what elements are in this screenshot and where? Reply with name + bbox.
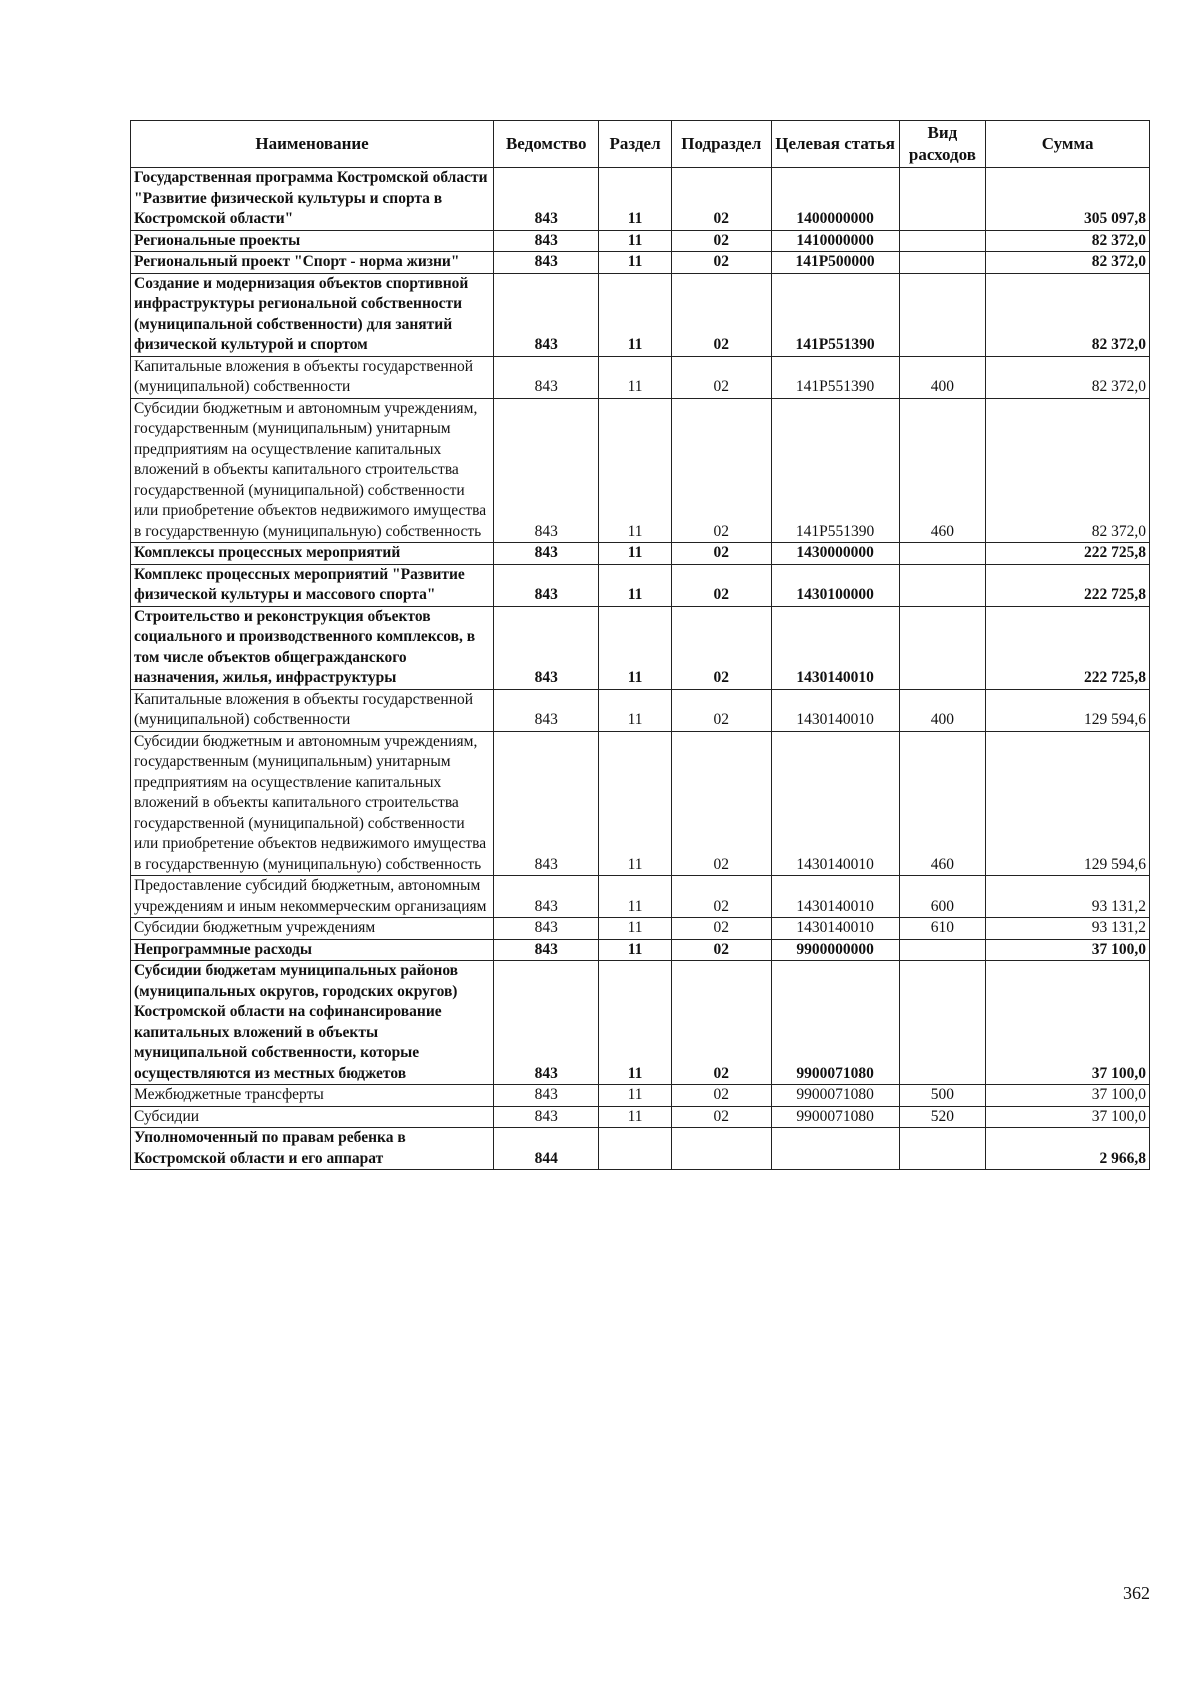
cell-summa: 37 100,0 <box>986 961 1150 1085</box>
cell-celevaya: 1400000000 <box>771 168 899 231</box>
cell-vid <box>899 564 986 606</box>
cell-vedomstvo: 843 <box>494 689 599 731</box>
cell-summa: 222 725,8 <box>986 543 1150 565</box>
cell-summa: 82 372,0 <box>986 356 1150 398</box>
cell-vedomstvo: 843 <box>494 543 599 565</box>
table-row <box>131 398 1150 543</box>
cell-celevaya: 1430140010 <box>771 731 899 876</box>
table-row <box>131 356 1150 398</box>
cell-vid <box>899 168 986 231</box>
cell-name: Субсидии бюджетным и автономным учреждениям, государственным (муниципальным) унитарным предприятиям на осуществление капитальных вложений в объекты капитального строительства государственной (муниципальной) собственности или приобретение объектов недвижимого имущества в государственную (муниципальную) собственность <box>131 398 494 543</box>
cell-razdel: 11 <box>599 876 672 918</box>
cell-vedomstvo: 843 <box>494 273 599 356</box>
cell-celevaya: 9900000000 <box>771 939 899 961</box>
cell-name: Комплексы процессных мероприятий <box>131 543 494 565</box>
table-row <box>131 731 1150 876</box>
cell-name: Субсидии <box>131 1106 494 1128</box>
cell-name: Межбюджетные трансферты <box>131 1085 494 1107</box>
cell-vedomstvo: 843 <box>494 398 599 543</box>
cell-summa: 93 131,2 <box>986 918 1150 940</box>
cell-celevaya: 1430140010 <box>771 606 899 689</box>
cell-name: Субсидии бюджетам муниципальных районов (муниципальных округов, городских округов) Костромской области на софинансирование капитальных вложений в объекты муниципальной собственности, которые осуществляются из местных бюджетов <box>131 961 494 1085</box>
cell-podrazdel: 02 <box>671 168 771 231</box>
cell-vid: 460 <box>899 731 986 876</box>
cell-celevaya: 1410000000 <box>771 230 899 252</box>
header-razdel: Раздел <box>599 121 672 168</box>
cell-celevaya: 9900071080 <box>771 1106 899 1128</box>
cell-celevaya: 141P551390 <box>771 398 899 543</box>
table-row <box>131 252 1150 274</box>
table-row <box>131 1106 1150 1128</box>
cell-razdel: 11 <box>599 1106 672 1128</box>
cell-celevaya: 9900071080 <box>771 961 899 1085</box>
cell-summa: 222 725,8 <box>986 564 1150 606</box>
cell-name: Субсидии бюджетным и автономным учреждениям, государственным (муниципальным) унитарным предприятиям на осуществление капитальных вложений в объекты капитального строительства государственной (муниципальной) собственности или приобретение объектов недвижимого имущества в государственную (муниципальную) собственность <box>131 731 494 876</box>
cell-razdel: 11 <box>599 939 672 961</box>
cell-razdel <box>599 1128 672 1170</box>
cell-name: Предоставление субсидий бюджетным, автономным учреждениям и иным некоммерческим организациям <box>131 876 494 918</box>
cell-vid <box>899 606 986 689</box>
cell-celevaya: 1430100000 <box>771 564 899 606</box>
cell-vid: 460 <box>899 398 986 543</box>
cell-vid: 400 <box>899 356 986 398</box>
cell-podrazdel: 02 <box>671 606 771 689</box>
cell-vedomstvo: 843 <box>494 918 599 940</box>
cell-vedomstvo: 843 <box>494 606 599 689</box>
cell-summa: 2 966,8 <box>986 1128 1150 1170</box>
cell-razdel: 11 <box>599 689 672 731</box>
cell-vedomstvo: 843 <box>494 564 599 606</box>
cell-podrazdel: 02 <box>671 918 771 940</box>
cell-summa: 82 372,0 <box>986 273 1150 356</box>
cell-vedomstvo: 843 <box>494 168 599 231</box>
budget-table <box>130 120 1150 1170</box>
cell-podrazdel: 02 <box>671 230 771 252</box>
cell-podrazdel: 02 <box>671 689 771 731</box>
cell-razdel: 11 <box>599 356 672 398</box>
cell-name: Уполномоченный по правам ребенка в Костромской области и его аппарат <box>131 1128 494 1170</box>
cell-razdel: 11 <box>599 564 672 606</box>
cell-summa: 222 725,8 <box>986 606 1150 689</box>
cell-celevaya: 141P551390 <box>771 273 899 356</box>
table-row <box>131 918 1150 940</box>
cell-podrazdel: 02 <box>671 273 771 356</box>
header-name: Наименование <box>131 121 494 168</box>
cell-podrazdel: 02 <box>671 731 771 876</box>
cell-vedomstvo: 843 <box>494 252 599 274</box>
cell-podrazdel: 02 <box>671 1106 771 1128</box>
cell-summa: 82 372,0 <box>986 230 1150 252</box>
cell-podrazdel: 02 <box>671 876 771 918</box>
cell-razdel: 11 <box>599 543 672 565</box>
cell-razdel: 11 <box>599 606 672 689</box>
cell-vedomstvo: 843 <box>494 961 599 1085</box>
cell-name: Капитальные вложения в объекты государственной (муниципальной) собственности <box>131 689 494 731</box>
cell-podrazdel: 02 <box>671 543 771 565</box>
cell-celevaya: 1430140010 <box>771 918 899 940</box>
cell-vid: 610 <box>899 918 986 940</box>
cell-name: Субсидии бюджетным учреждениям <box>131 918 494 940</box>
cell-razdel: 11 <box>599 918 672 940</box>
header-podrazdel: Подраздел <box>671 121 771 168</box>
cell-vid: 500 <box>899 1085 986 1107</box>
cell-vid <box>899 230 986 252</box>
cell-celevaya: 1430000000 <box>771 543 899 565</box>
cell-vid <box>899 543 986 565</box>
page-number: 362 <box>1123 1583 1150 1603</box>
cell-vid: 400 <box>899 689 986 731</box>
cell-vid <box>899 273 986 356</box>
cell-vedomstvo: 843 <box>494 1106 599 1128</box>
cell-podrazdel: 02 <box>671 939 771 961</box>
cell-name: Комплекс процессных мероприятий "Развитие физической культуры и массового спорта" <box>131 564 494 606</box>
cell-celevaya: 1430140010 <box>771 689 899 731</box>
cell-summa: 37 100,0 <box>986 1106 1150 1128</box>
table-row <box>131 230 1150 252</box>
cell-razdel: 11 <box>599 230 672 252</box>
cell-vid <box>899 939 986 961</box>
table-row <box>131 273 1150 356</box>
table-row <box>131 543 1150 565</box>
cell-razdel: 11 <box>599 273 672 356</box>
cell-podrazdel: 02 <box>671 356 771 398</box>
cell-vedomstvo: 843 <box>494 1085 599 1107</box>
header-vid: Вид расходов <box>899 121 986 168</box>
header-row <box>131 121 1150 168</box>
cell-razdel: 11 <box>599 731 672 876</box>
cell-razdel: 11 <box>599 961 672 1085</box>
cell-podrazdel: 02 <box>671 961 771 1085</box>
cell-celevaya: 1430140010 <box>771 876 899 918</box>
cell-summa: 37 100,0 <box>986 1085 1150 1107</box>
cell-vedomstvo: 843 <box>494 356 599 398</box>
cell-vedomstvo: 843 <box>494 939 599 961</box>
cell-celevaya <box>771 1128 899 1170</box>
cell-podrazdel <box>671 1128 771 1170</box>
cell-name: Государственная программа Костромской области "Развитие физической культуры и спорта в Костромской области" <box>131 168 494 231</box>
cell-podrazdel: 02 <box>671 564 771 606</box>
cell-summa: 82 372,0 <box>986 252 1150 274</box>
table-body <box>131 168 1150 1170</box>
cell-summa: 129 594,6 <box>986 689 1150 731</box>
cell-summa: 93 131,2 <box>986 876 1150 918</box>
cell-podrazdel: 02 <box>671 252 771 274</box>
cell-razdel: 11 <box>599 398 672 543</box>
cell-vedomstvo: 843 <box>494 731 599 876</box>
cell-name: Непрограммные расходы <box>131 939 494 961</box>
table-row <box>131 939 1150 961</box>
cell-razdel: 11 <box>599 168 672 231</box>
cell-razdel: 11 <box>599 1085 672 1107</box>
cell-celevaya: 141P551390 <box>771 356 899 398</box>
cell-vid <box>899 1128 986 1170</box>
table-row <box>131 1128 1150 1170</box>
cell-vedomstvo: 844 <box>494 1128 599 1170</box>
cell-celevaya: 9900071080 <box>771 1085 899 1107</box>
cell-summa: 37 100,0 <box>986 939 1150 961</box>
cell-summa: 82 372,0 <box>986 398 1150 543</box>
cell-name: Капитальные вложения в объекты государственной (муниципальной) собственности <box>131 356 494 398</box>
header-celevaya: Целевая статья <box>771 121 899 168</box>
cell-vid <box>899 252 986 274</box>
cell-vid: 600 <box>899 876 986 918</box>
cell-name: Региональный проект "Спорт - норма жизни" <box>131 252 494 274</box>
cell-summa: 305 097,8 <box>986 168 1150 231</box>
table-row <box>131 876 1150 918</box>
cell-vid <box>899 961 986 1085</box>
cell-celevaya: 141P500000 <box>771 252 899 274</box>
cell-summa: 129 594,6 <box>986 731 1150 876</box>
table-row <box>131 689 1150 731</box>
cell-name: Строительство и реконструкция объектов социального и производственного комплексов, в том числе объектов общегражданского назначения, жилья, инфраструктуры <box>131 606 494 689</box>
table-row <box>131 168 1150 231</box>
table-row <box>131 606 1150 689</box>
cell-podrazdel: 02 <box>671 1085 771 1107</box>
cell-vedomstvo: 843 <box>494 876 599 918</box>
header-summa: Сумма <box>986 121 1150 168</box>
table-row <box>131 961 1150 1085</box>
cell-vedomstvo: 843 <box>494 230 599 252</box>
cell-vid: 520 <box>899 1106 986 1128</box>
header-vedomstvo: Ведомство <box>494 121 599 168</box>
cell-razdel: 11 <box>599 252 672 274</box>
cell-name: Региональные проекты <box>131 230 494 252</box>
cell-name: Создание и модернизация объектов спортивной инфраструктуры региональной собственности (муниципальной собственности) для занятий физической культурой и спортом <box>131 273 494 356</box>
cell-podrazdel: 02 <box>671 398 771 543</box>
table-row <box>131 564 1150 606</box>
table-row <box>131 1085 1150 1107</box>
